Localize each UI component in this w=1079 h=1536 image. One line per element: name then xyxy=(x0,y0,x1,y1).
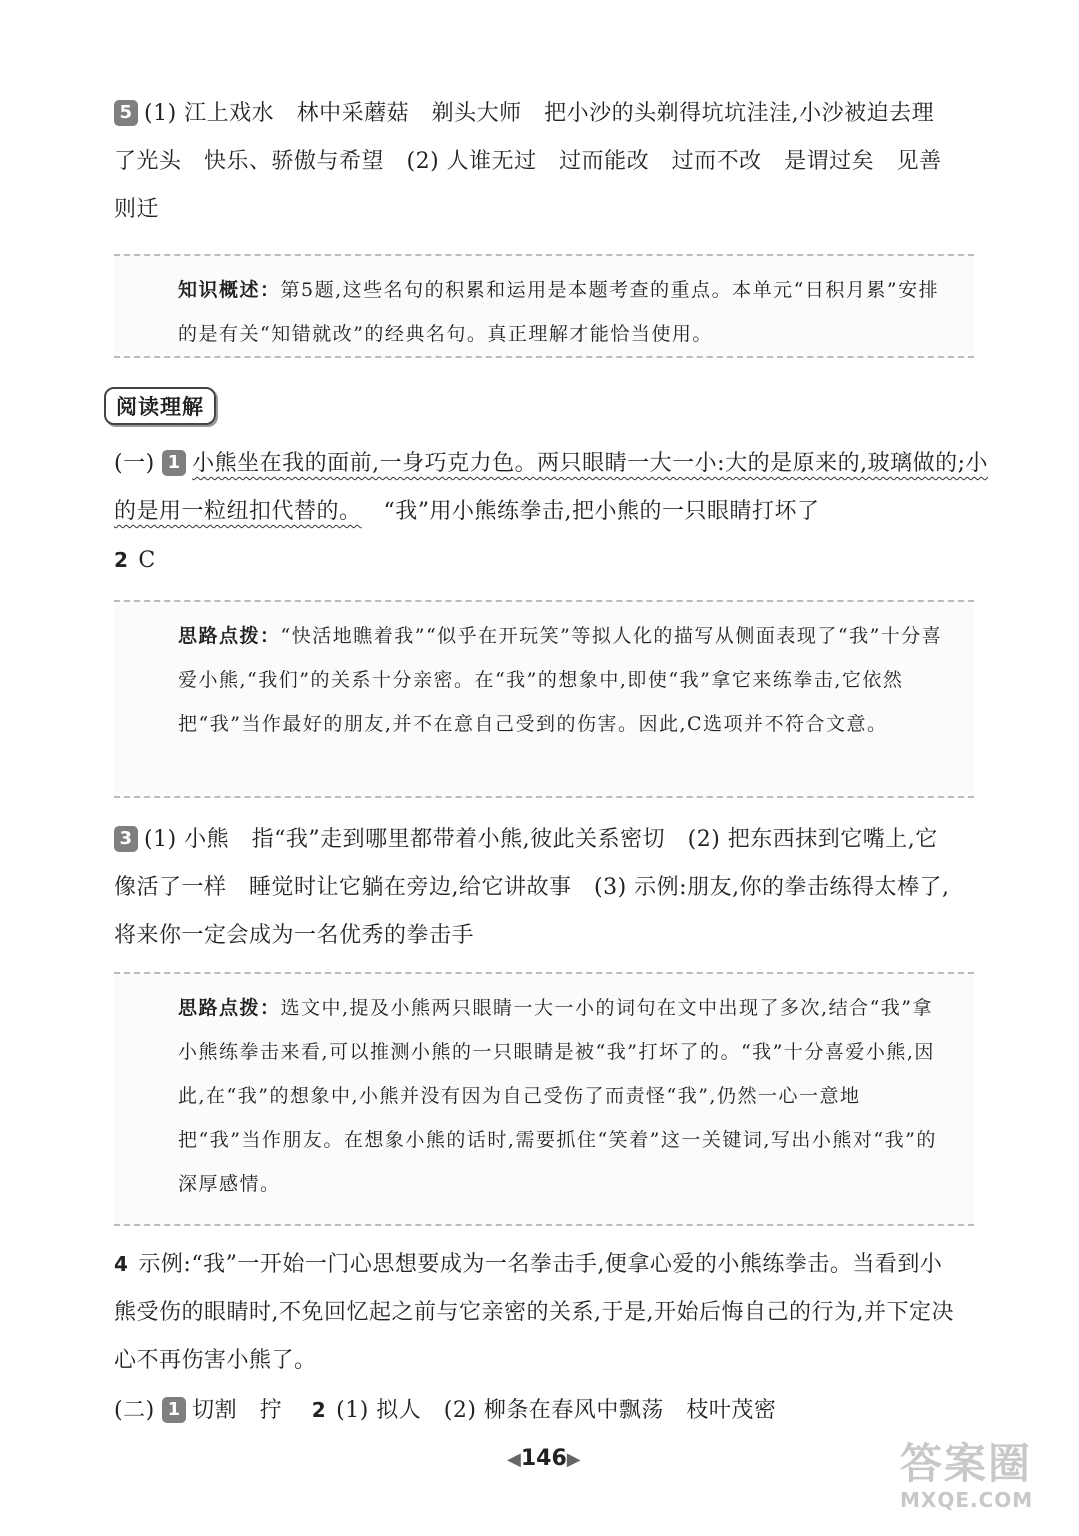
part1-q2-number: 2 xyxy=(114,548,129,572)
part1-q1-badge: 1 xyxy=(162,450,186,476)
q4-number: 4 xyxy=(114,1252,129,1276)
watermark-logo-text: 答案圈 xyxy=(900,1439,1033,1488)
q3-line1: 3 (1) 小熊 指“我”走到哪里都带着小熊,彼此关系密切 (2) 把东西抹到它嘴上,它 xyxy=(114,816,994,864)
q4-answer xyxy=(114,1240,994,1385)
q3-answer xyxy=(114,816,994,960)
part1-q1-after: “我”用小熊练拳击,把小熊的一只眼睛打坏了 xyxy=(383,499,820,524)
left-arrow-icon: ◀ xyxy=(507,1449,521,1470)
hint-note-1 xyxy=(114,600,974,798)
q4-line1: 4 示例:“我”一开始一门心思想要成为一名拳击手,便拿心爱的小熊练拳击。当看到小 xyxy=(114,1252,943,1277)
note-label: 思路点拨： xyxy=(178,625,281,647)
part1-q2 xyxy=(114,536,994,585)
part1-prefix: (一) xyxy=(114,451,155,476)
q5-line1: 5 (1) 江上戏水 林中采蘑菇 剃头大师 把小沙的头剃得坑坑洼洼,小沙被迫去理 xyxy=(114,90,994,138)
part2-q1-answer: 切割 拧 xyxy=(192,1398,283,1423)
right-arrow-icon: ▶ xyxy=(566,1449,581,1470)
part2-q2-answer: (1) 拟人 (2) 柳条在春风中飘荡 枝叶茂密 xyxy=(336,1398,777,1423)
note-text: 第5题,这些名句的积累和运用是本题考查的重点。本单元“日积月累”安排的是有关“知错就改”的经典名句。真正理解才能恰当使用。 xyxy=(178,279,940,345)
part1-q1-underlined: 小熊坐在我的面前,一身巧克力色。两只眼睛一大一小:大的是原来的,玻璃做的;小的是用一粒纽扣代替的。 xyxy=(114,451,988,524)
part2-prefix: (二) xyxy=(114,1398,155,1423)
hint-note-2 xyxy=(114,972,974,1226)
note-text: 选文中,提及小熊两只眼睛一大一小的词句在文中出现了多次,结合“我”拿小熊练拳击来看,可以推测小熊的一只眼睛是被“我”打坏了的。“我”十分喜爱小熊,因此,在“我”的想象中,小熊并没有因为自己受伤了而责怪“我”,仍然一心一意地把“我”当作朋友。在想象小熊的话时,需要抓住“笑着”这一关键词,写出小熊对“我”的深厚感情。 xyxy=(178,997,937,1195)
section-title: 阅读理解 xyxy=(104,387,216,425)
q3-badge: 3 xyxy=(114,826,138,852)
note-label: 知识概述： xyxy=(178,279,281,301)
q3-line2: 像活了一样 睡觉时让它躺在旁边,给它讲故事 (3) 示例:朋友,你的拳击练得太棒了, xyxy=(114,875,950,900)
q4-line3: 心不再伤害小熊了。 xyxy=(114,1348,317,1373)
note-label: 思路点拨： xyxy=(178,997,281,1019)
q5-answer xyxy=(114,90,994,234)
page-number xyxy=(507,1446,581,1471)
part1-q1 xyxy=(114,440,994,536)
q5-line2: 了光头 快乐、骄傲与希望 (2) 人谁无过 过而能改 过而不改 是谓过矣 见善 xyxy=(114,149,942,174)
q3-line3: 将来你一定会成为一名优秀的拳击手 xyxy=(114,923,475,948)
knowledge-note xyxy=(114,254,974,358)
watermark-url: MXQE.COM xyxy=(900,1488,1034,1512)
part1-q2-answer: C xyxy=(138,548,156,573)
watermark-logo xyxy=(900,1440,1065,1520)
part1-answers xyxy=(114,440,994,585)
part2-q1-badge: 1 xyxy=(162,1397,186,1423)
note-text: “快活地瞧着我”“似乎在开玩笑”等拟人化的描写从侧面表现了“我”十分喜爱小熊,“我们”的关系十分亲密。在“我”的想象中,即使“我”拿它来练拳击,它依然把“我”当作最好的朋友,并不在意自己受到的伤害。因此,C选项并不符合文意。 xyxy=(178,625,943,735)
part2-answers xyxy=(114,1386,994,1435)
q5-badge: 5 xyxy=(114,100,138,126)
part2-q2-number: 2 xyxy=(311,1398,327,1422)
q5-line3: 则迁 xyxy=(114,197,160,222)
page-number-text: 146 xyxy=(520,1446,567,1471)
q4-line2: 熊受伤的眼睛时,不免回忆起之前与它亲密的关系,于是,开始后悔自己的行为,并下定决 xyxy=(114,1300,954,1325)
